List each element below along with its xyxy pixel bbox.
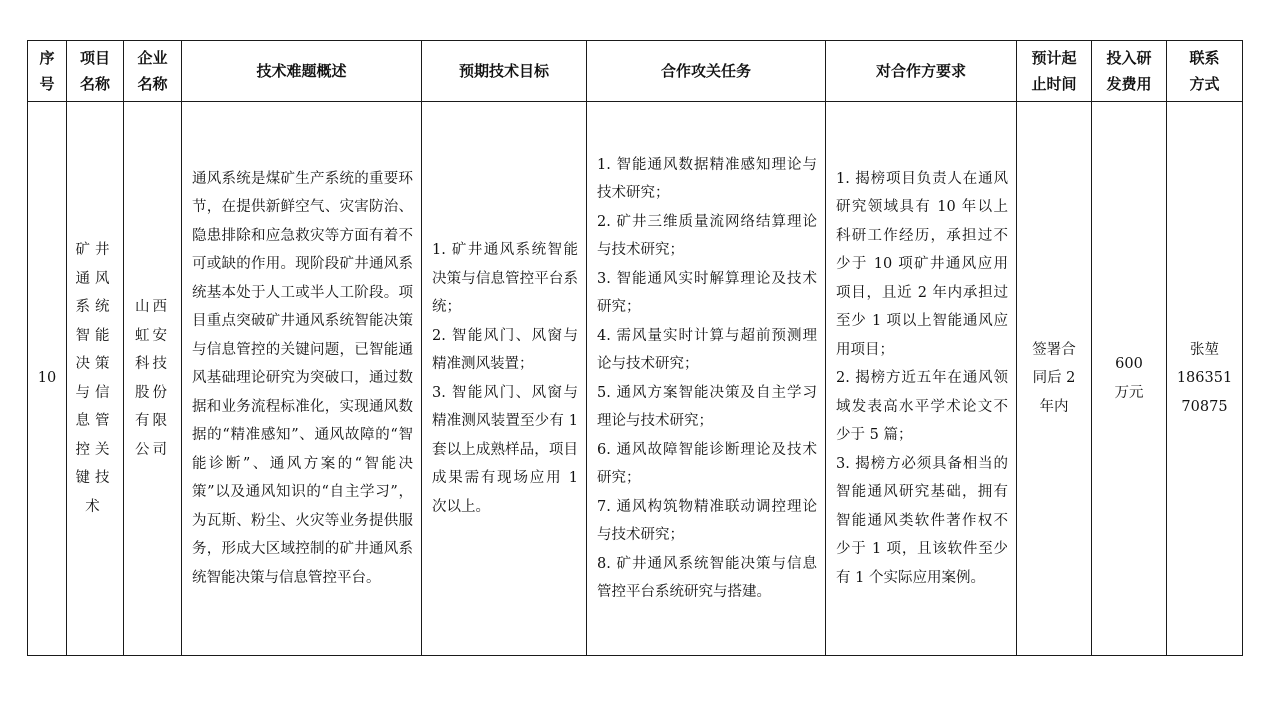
cell-enterprise-name: 山西 虹安 科技 股份 有限 公司 [124, 102, 182, 656]
cell-requirement: 1. 揭榜项目负责人在通风研究领域具有 10 年以上科研工作经历，承担过不少于 10 项矿井通风应用项目，且近 2 年内承担过至少 1 项以上智能通风应用项目； 2. 揭榜方近五年在通风领域发表高水平学术论文不少于 5 篇； 3. 揭榜方必须具备相当的智能通风研究基础，拥有智能通风类软件著作权不少于 1 项，且该软件至少有 1 个实际应用案例。 [826, 102, 1017, 656]
header-time: 预计起 止时间 [1017, 41, 1092, 102]
cell-goal: 1. 矿井通风系统智能决策与信息管控平台系统； 2. 智能风门、风窗与精准测风装置； 3. 智能风门、风窗与精准测风装置至少有 1 套以上成熟样品，项目成果需有现场应用 1 次以上。 [422, 102, 587, 656]
header-problem: 技术难题概述 [182, 41, 422, 102]
header-row [28, 41, 1243, 102]
project-table [27, 40, 1243, 656]
cell-index: 10 [28, 102, 67, 656]
cell-funding: 600 万元 [1092, 102, 1167, 656]
header-task: 合作攻关任务 [587, 41, 826, 102]
header-requirement: 对合作方要求 [826, 41, 1017, 102]
header-project-name: 项目 名称 [67, 41, 124, 102]
header-contact: 联系 方式 [1167, 41, 1243, 102]
cell-task: 1. 智能通风数据精准感知理论与技术研究； 2. 矿井三维质量流网络结算理论与技术研究； 3. 智能通风实时解算理论及技术研究； 4. 需风量实时计算与超前预测理论与技术研究； 5. 通风方案智能决策及自主学习理论与技术研究； 6. 通风故障智能诊断理论及技术研究； 7. 通风构筑物精准联动调控理论与技术研究； 8. 矿井通风系统智能决策与信息管控平台系统研究与搭建。 [587, 102, 826, 656]
cell-contact: 张堃 186351 70875 [1167, 102, 1243, 656]
cell-problem: 通风系统是煤矿生产系统的重要环节，在提供新鲜空气、灾害防治、隐患排除和应急救灾等方面有着不可或缺的作用。现阶段矿井通风系统基本处于人工或半人工阶段。项目重点突破矿井通风系统智能决策与信息管控的关键问题，已智能通风基础理论研究为突破口，通过数据和业务流程标准化，实现通风数据的“精准感知”、通风故障的“智能诊断”、通风方案的“智能决策”以及通风知识的“自主学习”，为瓦斯、粉尘、火灾等业务提供服务，形成大区域控制的矿井通风系统智能决策与信息管控平台。 [182, 102, 422, 656]
cell-time: 签署合 同后 2 年内 [1017, 102, 1092, 656]
table-row [28, 102, 1243, 656]
cell-project-name: 矿井 通风 系统 智能 决策 与信 息管 控关 键技 术 [67, 102, 124, 656]
header-index: 序 号 [28, 41, 67, 102]
header-enterprise-name: 企业 名称 [124, 41, 182, 102]
header-goal: 预期技术目标 [422, 41, 587, 102]
header-funding: 投入研 发费用 [1092, 41, 1167, 102]
